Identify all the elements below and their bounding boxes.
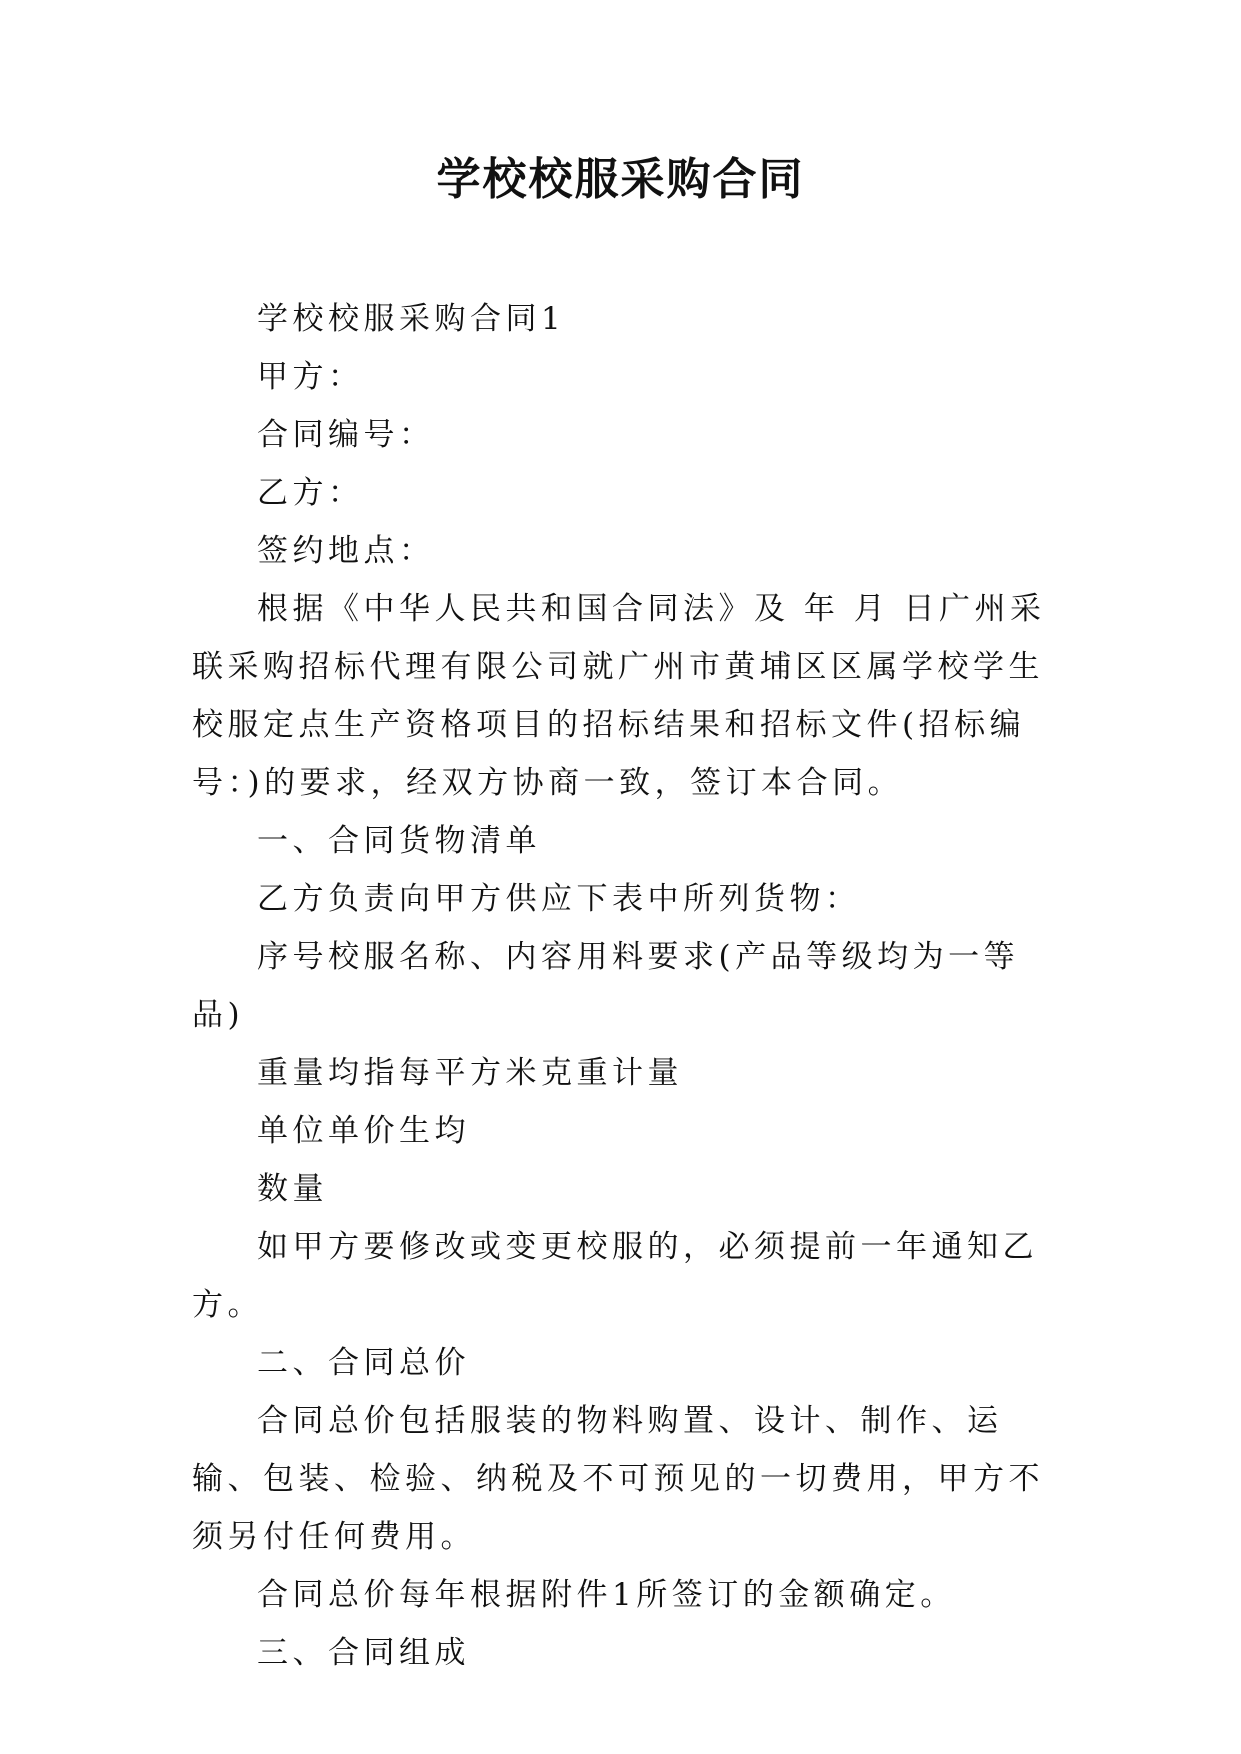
paragraph-supply-statement: 乙方负责向甲方供应下表中所列货物： bbox=[257, 881, 861, 917]
document-title: 学校校服采购合同 bbox=[436, 154, 805, 205]
paragraph-contract-number: 合同编号： bbox=[257, 417, 435, 453]
document-body bbox=[192, 290, 1062, 1682]
paragraph-total-price-annual: 合同总价每年根据附件1所签订的金额确定。 bbox=[257, 1577, 956, 1613]
paragraph-change-notice: 如甲方要修改或变更校服的，必须提前一年通知乙方。 bbox=[192, 1229, 1038, 1323]
paragraph-signing-place: 签约地点： bbox=[257, 533, 435, 569]
paragraph-preamble: 根据《中华人民共和国合同法》及 年 月 日广州采联采购招标代理有限公司就广州市黄埔区区属学校学生校服定点生产资格项目的招标结果和招标文件(招标编号：)的要求，经双方协商一致，签订本合同。 bbox=[192, 591, 1046, 801]
section-heading-contract-composition: 三、合同组成 bbox=[257, 1635, 470, 1671]
paragraph-total-price-scope: 合同总价包括服装的物料购置、设计、制作、运输、包装、检验、纳税及不可预见的一切费用，甲方不须另付任何费用。 bbox=[192, 1403, 1044, 1555]
paragraph-party-a: 甲方： bbox=[257, 359, 364, 395]
paragraph-table-header-2: 重量均指每平方米克重计量 bbox=[257, 1055, 683, 1091]
paragraph-table-header-4: 数量 bbox=[257, 1171, 328, 1207]
paragraph-subtitle: 学校校服采购合同1 bbox=[257, 301, 566, 337]
section-heading-total-price: 二、合同总价 bbox=[257, 1345, 470, 1381]
paragraph-party-b: 乙方： bbox=[257, 475, 364, 511]
paragraph-table-header-1: 序号校服名称、内容用料要求(产品等级均为一等品) bbox=[192, 939, 1020, 1033]
section-heading-goods-list: 一、合同货物清单 bbox=[257, 823, 541, 859]
paragraph-table-header-3: 单位单价生均 bbox=[257, 1113, 470, 1149]
